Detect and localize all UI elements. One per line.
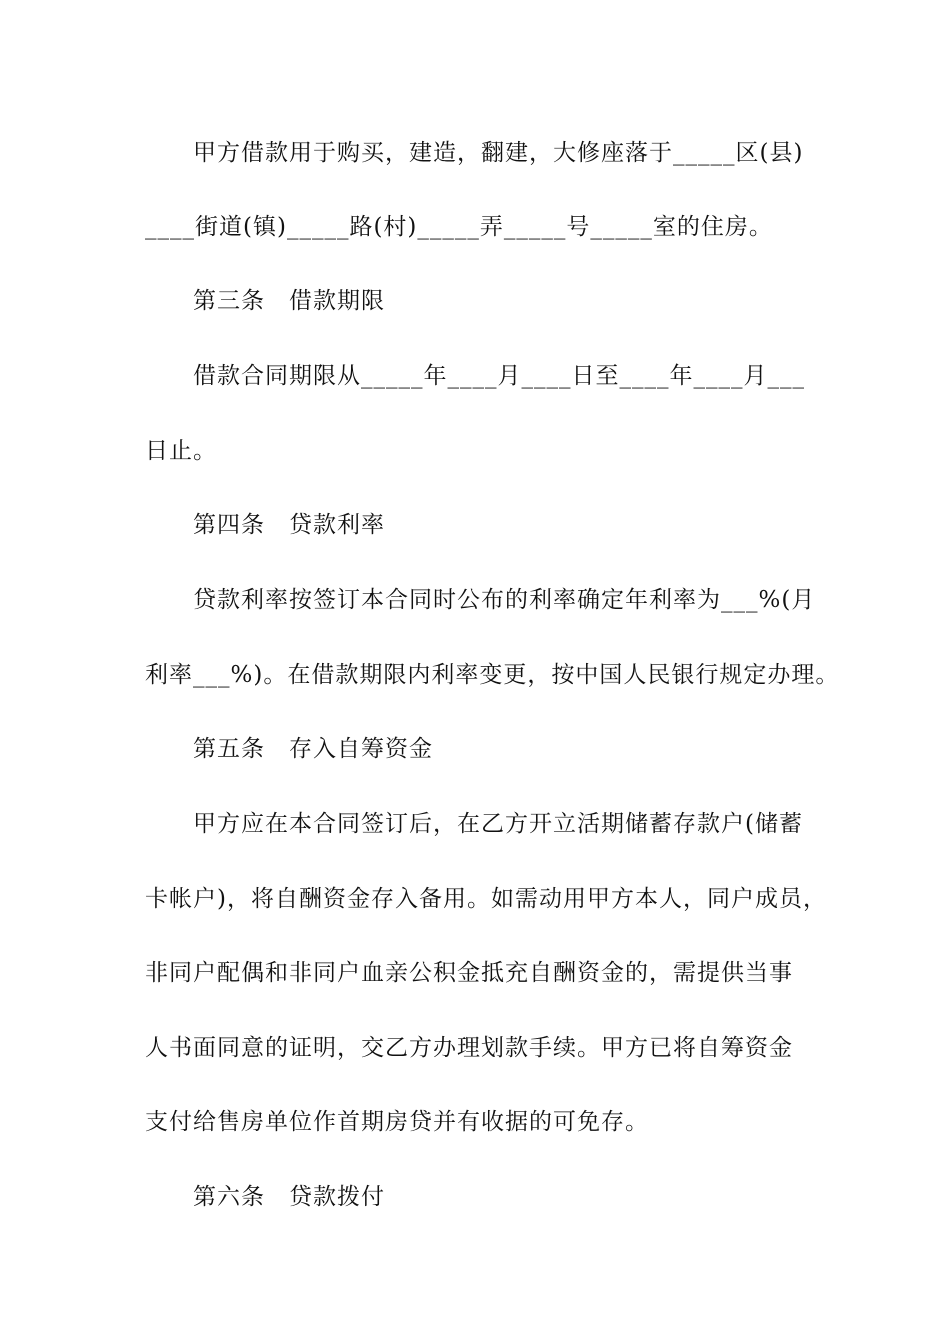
article-6-heading: 第六条 贷款拨付 — [193, 1184, 385, 1210]
paragraph-rate-line-2: 利率___%)。在借款期限内利率变更，按中国人民银行规定办理。 — [145, 662, 840, 688]
paragraph-rate-line-1: 贷款利率按签订本合同时公布的利率确定年利率为___%(月 — [193, 587, 816, 613]
paragraph-funds-line-3: 非同户配偶和非同户血亲公积金抵充自酬资金的，需提供当事 — [145, 960, 793, 986]
paragraph-funds-line-2: 卡帐户)，将自酬资金存入备用。如需动用甲方本人，同户成员， — [145, 886, 827, 912]
paragraph-funds-line-4: 人书面同意的证明，交乙方办理划款手续。甲方已将自筹资金 — [145, 1035, 793, 1061]
paragraph-term-line-1: 借款合同期限从_____年____月____日至____年____月___ — [193, 363, 805, 389]
article-5-heading: 第五条 存入自筹资金 — [193, 736, 433, 762]
article-3-heading: 第三条 借款期限 — [193, 288, 385, 314]
paragraph-purpose-line-2: ____街道(镇)_____路(村)_____弄_____号_____室的住房。 — [145, 214, 773, 240]
paragraph-funds-line-5: 支付给售房单位作首期房贷并有收据的可免存。 — [145, 1109, 649, 1135]
paragraph-funds-line-1: 甲方应在本合同签订后，在乙方开立活期储蓄存款户(储蓄 — [193, 811, 803, 837]
article-4-heading: 第四条 贷款利率 — [193, 512, 385, 538]
paragraph-term-line-2: 日止。 — [145, 438, 217, 464]
paragraph-purpose-line-1: 甲方借款用于购买，建造，翻建，大修座落于_____区(县) — [193, 140, 804, 166]
